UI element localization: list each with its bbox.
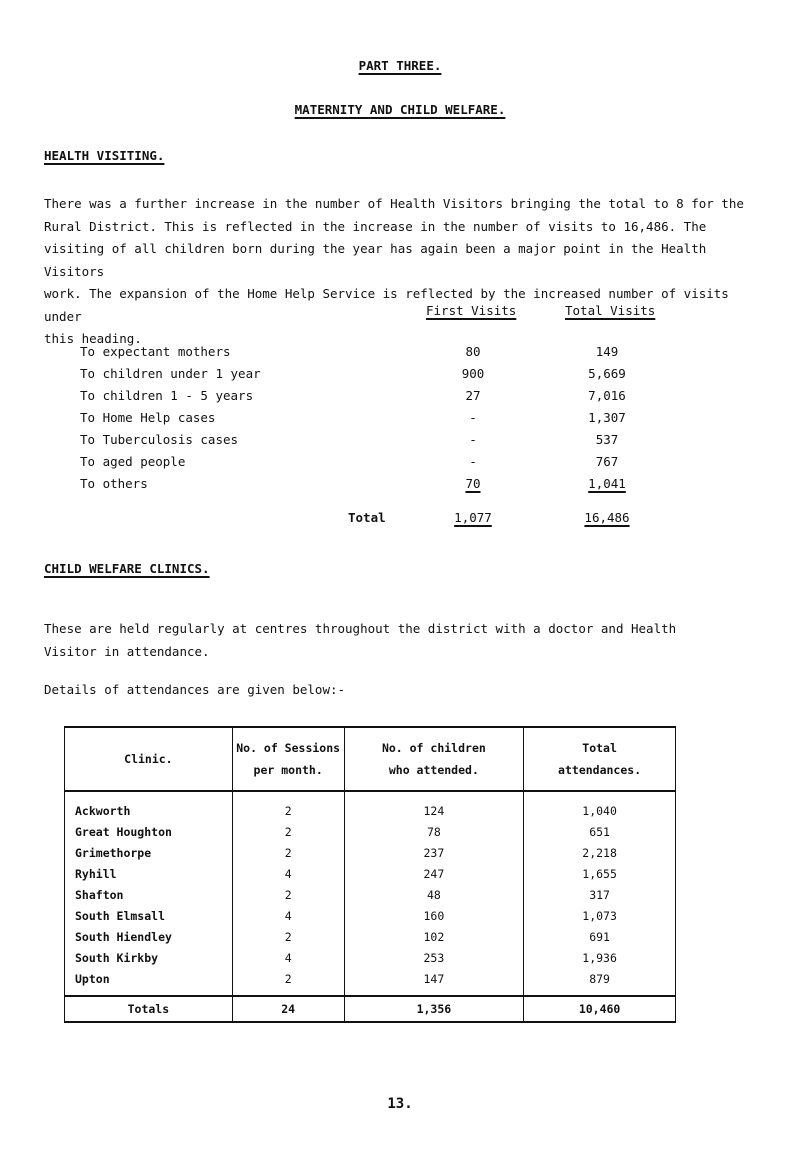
first-visits-total: 1,077 xyxy=(454,510,492,525)
table-row: Shafton 2 48 317 xyxy=(65,884,676,905)
visits-row xyxy=(0,366,800,388)
paragraph-line: Rural District. This is reflected in the increase in the number of visits to 16,486. The xyxy=(44,218,707,234)
total-visits-value: 537 xyxy=(595,432,619,447)
visits-label: To Tuberculosis cases xyxy=(80,432,239,447)
visits-label: To others xyxy=(80,476,148,491)
visits-row xyxy=(0,388,800,410)
paragraph-line: These are held regularly at centres throughout the district with a doctor and Health xyxy=(44,621,677,636)
total-visits-total: 16,486 xyxy=(584,510,630,525)
visits-row xyxy=(0,344,800,366)
totals-row: Totals 24 1,356 10,460 xyxy=(65,996,676,1022)
first-visits-header: First Visits xyxy=(426,303,517,318)
first-visits-value: 70 xyxy=(465,476,481,491)
clinic-column-header: Clinic. xyxy=(65,727,233,791)
clinics-header-row xyxy=(65,727,676,791)
part-title: PART THREE. xyxy=(358,58,442,73)
details-line: Details of attendances are given below:- xyxy=(44,682,346,697)
table-row: South Kirkby 4 253 1,936 xyxy=(65,947,676,968)
visits-label: To children 1 - 5 years xyxy=(80,388,254,403)
table-row: Upton 2 147 879 xyxy=(65,968,676,989)
first-visits-value: - xyxy=(469,410,477,425)
child-welfare-paragraph xyxy=(44,618,764,663)
attendances-column-header: Total attendances. xyxy=(524,727,676,791)
first-visits-value: 900 xyxy=(461,366,485,381)
paragraph-line: visiting of all children born during the year has again been a major point in the Health Visitors xyxy=(44,241,707,279)
table-row: South Hiendley 2 102 691 xyxy=(65,926,676,947)
paragraph-line: this heading. xyxy=(44,331,142,346)
visits-label: To expectant mothers xyxy=(80,344,231,359)
paragraph-line: work. The expansion of the Home Help Service is reflected by the increased number of visits under xyxy=(44,286,729,324)
sessions-column-header: No. of Sessions per month. xyxy=(232,727,344,791)
total-visits-value: 7,016 xyxy=(588,388,626,403)
paragraph-line: Visitor in attendance. xyxy=(44,643,210,659)
visits-row xyxy=(0,432,800,454)
child-welfare-heading: CHILD WELFARE CLINICS. xyxy=(44,561,210,576)
total-visits-header: Total Visits xyxy=(565,303,656,318)
total-visits-value: 1,307 xyxy=(588,410,626,425)
visits-total-label: Total xyxy=(348,510,386,525)
clinics-table xyxy=(64,726,676,1023)
first-visits-value: - xyxy=(469,454,477,469)
first-visits-value: 80 xyxy=(465,344,481,359)
first-visits-value: - xyxy=(469,432,477,447)
page-number: 13. xyxy=(387,1096,413,1112)
visits-total-row xyxy=(0,510,800,532)
total-visits-value: 149 xyxy=(595,344,619,359)
first-visits-value: 27 xyxy=(465,388,481,403)
table-row: Ackworth 2 124 1,040 xyxy=(65,791,676,821)
visits-row xyxy=(0,476,800,498)
visits-label: To Home Help cases xyxy=(80,410,216,425)
visits-row xyxy=(0,410,800,432)
visits-label: To children under 1 year xyxy=(80,366,261,381)
total-visits-value: 1,041 xyxy=(588,476,626,491)
visits-row xyxy=(0,454,800,476)
total-visits-value: 5,669 xyxy=(588,366,626,381)
table-row: Great Houghton 2 78 651 xyxy=(65,821,676,842)
paragraph-line: There was a further increase in the number of Health Visitors bringing the total to 8 for the xyxy=(44,196,744,211)
table-row: South Elmsall 4 160 1,073 xyxy=(65,905,676,926)
total-visits-value: 767 xyxy=(595,454,619,469)
table-spacer-row xyxy=(65,989,676,996)
children-column-header: No. of children who attended. xyxy=(344,727,524,791)
table-row: Grimethorpe 2 237 2,218 xyxy=(65,842,676,863)
health-visiting-paragraph xyxy=(44,193,764,351)
section-title: MATERNITY AND CHILD WELFARE. xyxy=(294,102,506,117)
table-row: Ryhill 4 247 1,655 xyxy=(65,863,676,884)
visits-label: To aged people xyxy=(80,454,186,469)
health-visiting-heading: HEALTH VISITING. xyxy=(44,148,165,163)
